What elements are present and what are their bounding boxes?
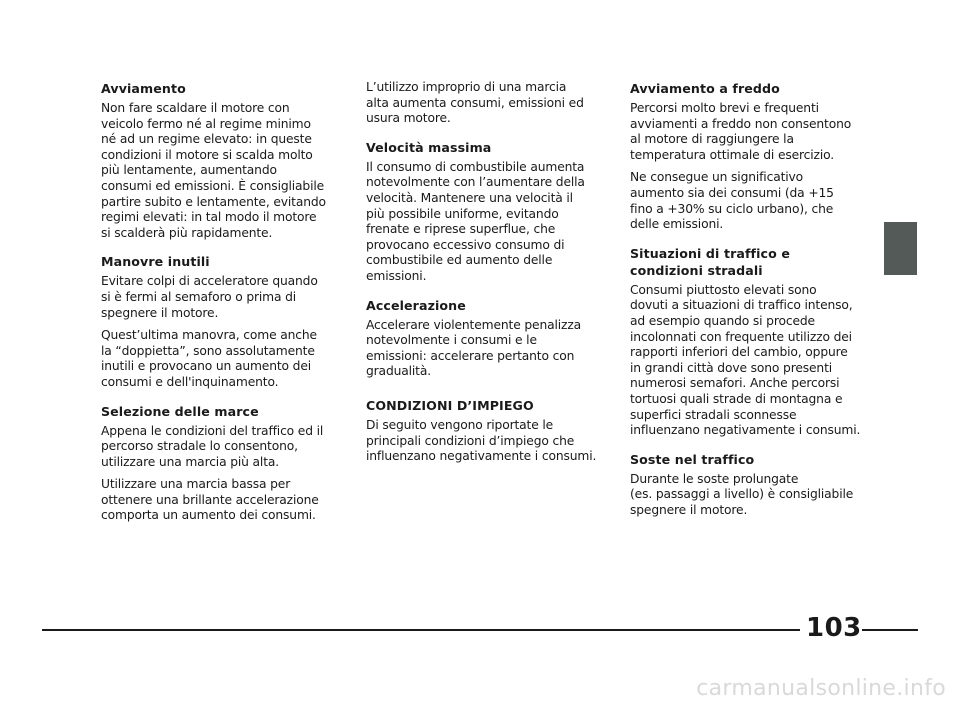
text-column-left — [101, 80, 333, 531]
watermark: carmanualsonline.info — [696, 676, 946, 701]
section-title-manovre-inutili: Manovre inutili — [101, 254, 210, 270]
footer-rule-left — [42, 629, 800, 631]
paragraph: Quest’ultima manovra, come anche la “doppietta”, sono assolutamente inutili e provocano un aumento dei consumi e dell'inquinamento. — [101, 328, 317, 389]
paragraph: Accelerare violentemente penalizza notevolmente i consumi e le emissioni: accelerare pertanto con gradualità. — [366, 317, 582, 379]
paragraph: Di seguito vengono riportate le principali condizioni d’impiego che influenzano negativamente i consumi. — [366, 417, 597, 464]
text-column-right — [630, 80, 862, 525]
paragraph: Percorsi molto brevi e frequenti avviamenti a freddo non consentono al motore di raggiungere la temperatura ottimale di esercizio. — [630, 101, 852, 162]
paragraph: Ne consegue un significativo aumento sia dei consumi (da +15 fino a +30% su ciclo urbano), che delle emissioni. — [630, 170, 834, 232]
paragraph: Durante le soste prolungate (es. passaggi a livello) è consigliabile spegnere il motore. — [630, 471, 854, 517]
section-title-avviamento: Avviamento — [101, 81, 186, 96]
paragraph: Utilizzare una marcia bassa per ottenere una brillante accelerazione comporta un aumento dei consumi. — [101, 477, 319, 523]
page-number: 103 — [806, 613, 862, 643]
paragraph: L’utilizzo improprio di una marcia alta aumenta consumi, emissioni ed usura motore. — [366, 80, 584, 126]
section-title-condizioni-impiego: CONDIZIONI D’IMPIEGO — [366, 397, 534, 413]
section-title-soste-traffico: Soste nel traffico — [630, 451, 755, 467]
paragraph: Consumi piuttosto elevati sono dovuti a situazioni di traffico intenso, ad esempio quando si procede incolonnati con frequente utilizzo dei rapporti inferiori del cambio, oppure in grandi città dove sono presenti numerosi semafori. Anche percorsi tortuosi quali strade di montagna e superfici stradali sconnesse influenzano negativamente i consumi. — [630, 282, 861, 438]
section-title-accelerazione: Accelerazione — [366, 297, 466, 313]
text-column-middle — [366, 80, 598, 472]
section-title-avviamento-freddo: Avviamento a freddo — [630, 81, 780, 96]
section-tab-marker — [884, 222, 917, 275]
paragraph: Appena le condizioni del traffico ed il percorso stradale lo consentono, utilizzare una marcia più alta. — [101, 423, 324, 469]
footer-rule-right — [862, 629, 918, 631]
paragraph: Non fare scaldare il motore con veicolo fermo né al regime minimo né ad un regime elevato: in queste condizioni il motore si scalda molto più lentamente, aumentando consumi ed emissioni. È consigliabile partire subito e lentamente, evitando regimi elevati: in tal modo il motore si scalderà più rapidamente. — [101, 101, 326, 240]
paragraph: Il consumo di combustibile aumenta notevolmente con l’aumentare della velocità. Mantenere una velocità il più possibile uniforme, evitando frenate e riprese superflue, che provocano eccessivo consumo di combustibile ed aumento delle emissioni. — [366, 159, 585, 283]
section-title-selezione-marce: Selezione delle marce — [101, 403, 259, 419]
section-title-situazioni-traffico: Situazioni di traffico e condizioni stradali — [630, 245, 790, 278]
section-title-velocita-massima: Velocità massima — [366, 139, 492, 155]
paragraph: Evitare colpi di acceleratore quando si è fermi al semaforo o prima di spegnere il motore. — [101, 274, 318, 320]
